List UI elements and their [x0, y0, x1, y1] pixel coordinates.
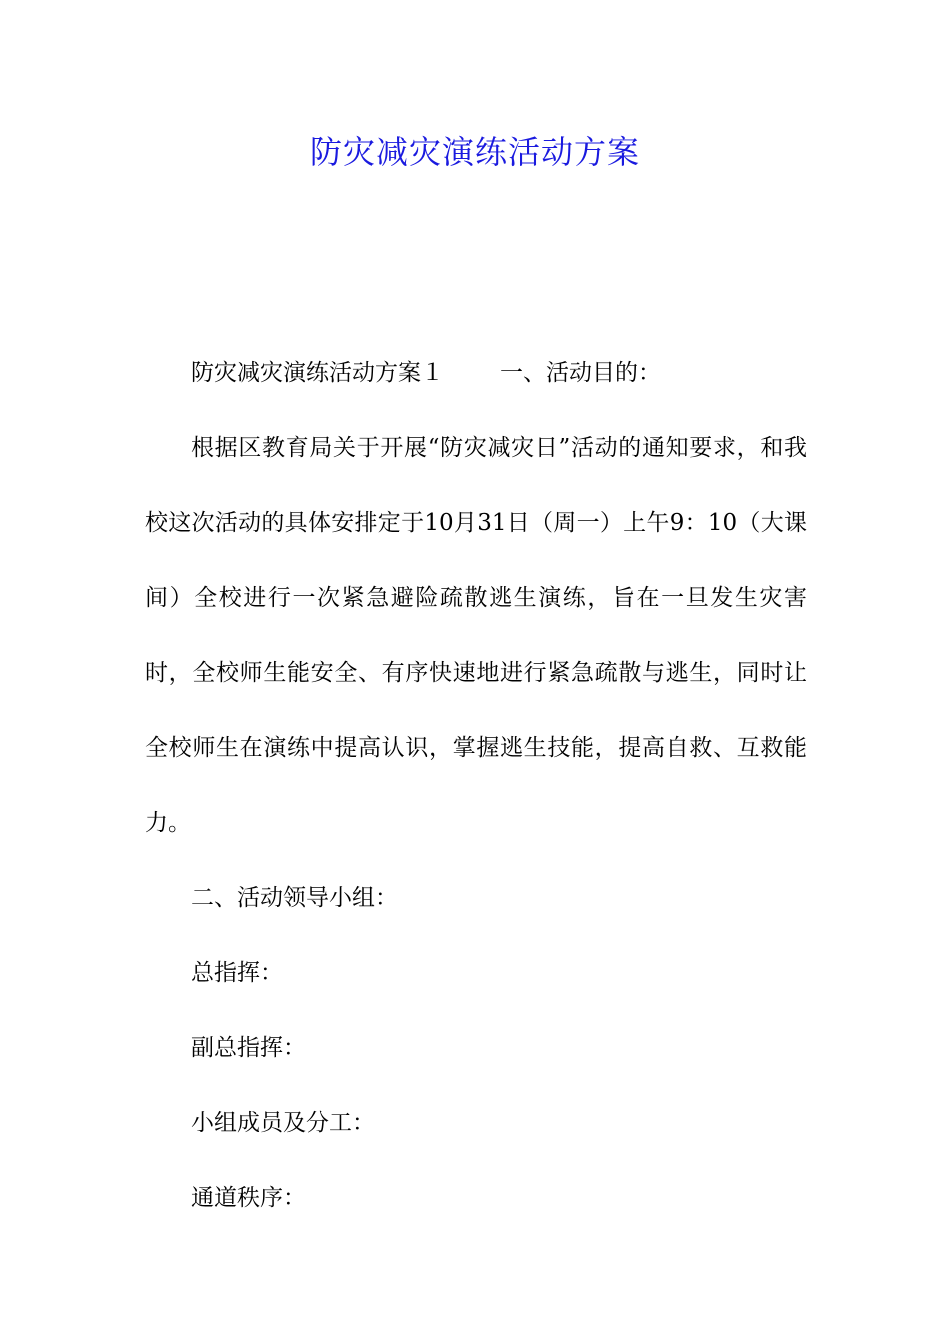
- document-body: [145, 336, 807, 1236]
- purpose-paragraph: 根据区教育局关于开展“防灾减灾日”活动的通知要求，和我校这次活动的具体安排定于10月31日（周一）上午9：10（大课间）全校进行一次紧急避险疏散逃生演练，旨在一旦发生灾害时，全校师生能安全、有序快速地进行紧急疏散与逃生，同时让全校师生在演练中提高认识，掌握逃生技能，提高自救、互救能力。: [145, 435, 807, 836]
- deputy-commander-line: 副总指挥：: [191, 1035, 306, 1061]
- passage-order-line: 通道秩序：: [191, 1185, 306, 1211]
- members-line: 小组成员及分工：: [191, 1110, 375, 1136]
- document-title: 防灾减灾演练活动方案: [309, 133, 640, 171]
- section-heading-leadership: 二、活动领导小组：: [191, 885, 398, 911]
- section-heading-purpose: 一、活动目的：: [500, 360, 661, 386]
- doc-label: 防灾减灾演练活动方案１: [191, 360, 444, 386]
- intro-line: [145, 336, 807, 411]
- chief-commander-line: 总指挥：: [191, 960, 283, 986]
